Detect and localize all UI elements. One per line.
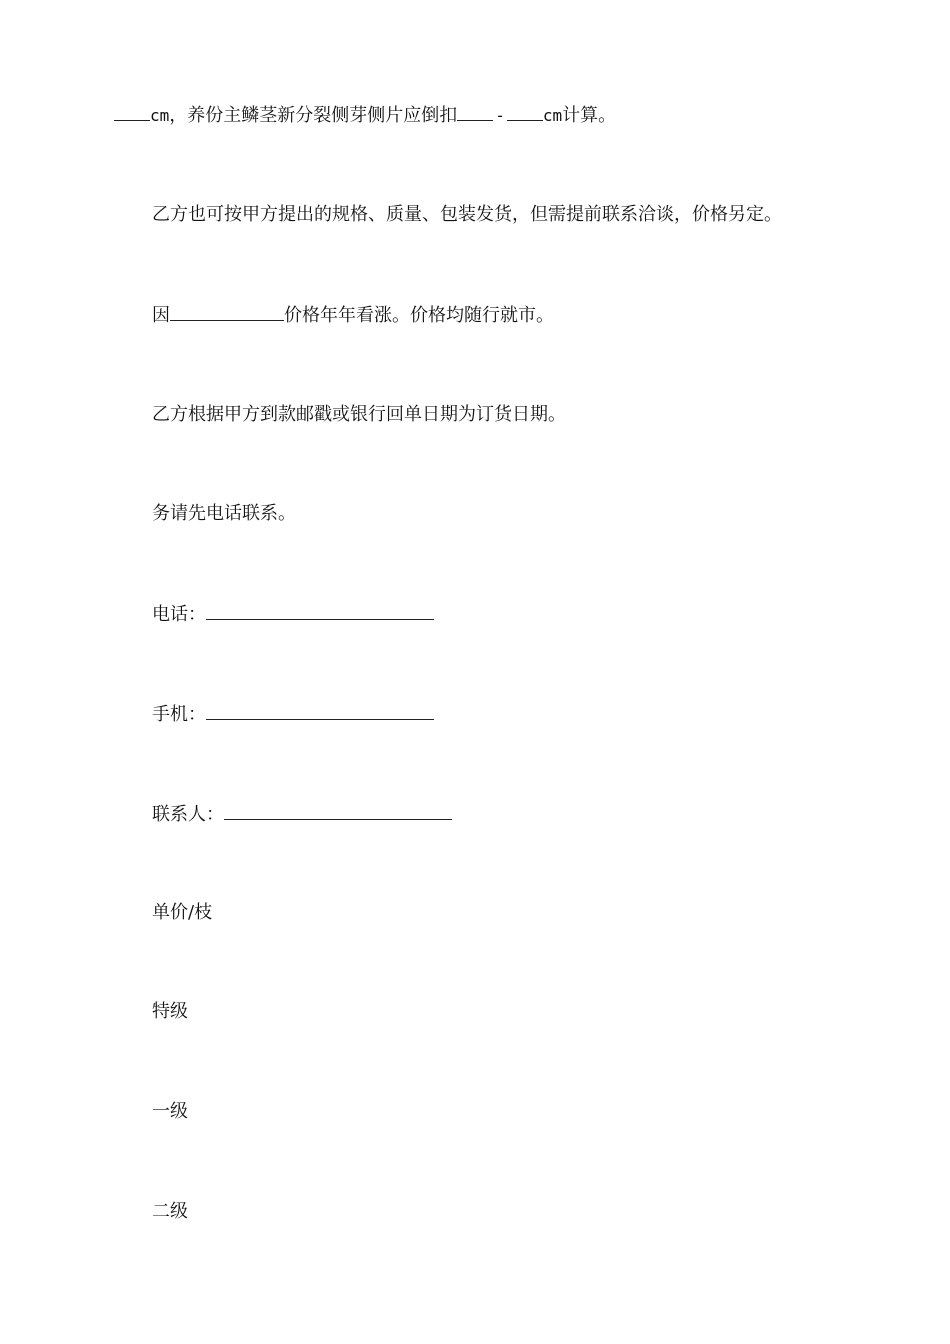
blank-field <box>114 104 150 121</box>
dash-text: - <box>495 106 505 125</box>
contact-label: 联系人： <box>152 804 224 825</box>
mobile-label: 手机： <box>152 704 206 725</box>
blank-field <box>170 304 284 321</box>
unit-text: cm <box>542 106 563 125</box>
price-line <box>152 304 554 327</box>
grade-special: 特级 <box>152 1001 188 1022</box>
contact-field <box>224 803 452 820</box>
spec-line <box>114 104 616 127</box>
phone-field <box>206 603 434 620</box>
phone-line <box>152 603 434 626</box>
phone-label: 电话： <box>152 604 206 625</box>
blank-field <box>507 104 543 121</box>
grade-one: 一级 <box>152 1101 188 1122</box>
unit-text: cm <box>150 106 170 125</box>
spec-text: 计算。 <box>562 105 617 126</box>
grade-two: 二级 <box>152 1201 188 1222</box>
blank-field <box>457 104 493 121</box>
paragraph: 务请先电话联系。 <box>152 503 296 524</box>
mobile-field <box>206 703 434 720</box>
contact-line <box>152 803 452 826</box>
paragraph: 乙方根据甲方到款邮戳或银行回单日期为订货日期。 <box>152 404 566 425</box>
price-post: 价格年年看涨。价格均随行就市。 <box>284 305 554 326</box>
unit-price-heading: 单价/枝 <box>152 902 213 923</box>
paragraph: 乙方也可按甲方提出的规格、质量、包装发货，但需提前联系洽谈，价格另定。 <box>152 204 782 225</box>
price-pre: 因 <box>152 305 170 326</box>
mobile-line <box>152 703 434 726</box>
spec-text: ，养份主鳞茎新分裂侧芽侧片应倒扣 <box>169 105 458 126</box>
